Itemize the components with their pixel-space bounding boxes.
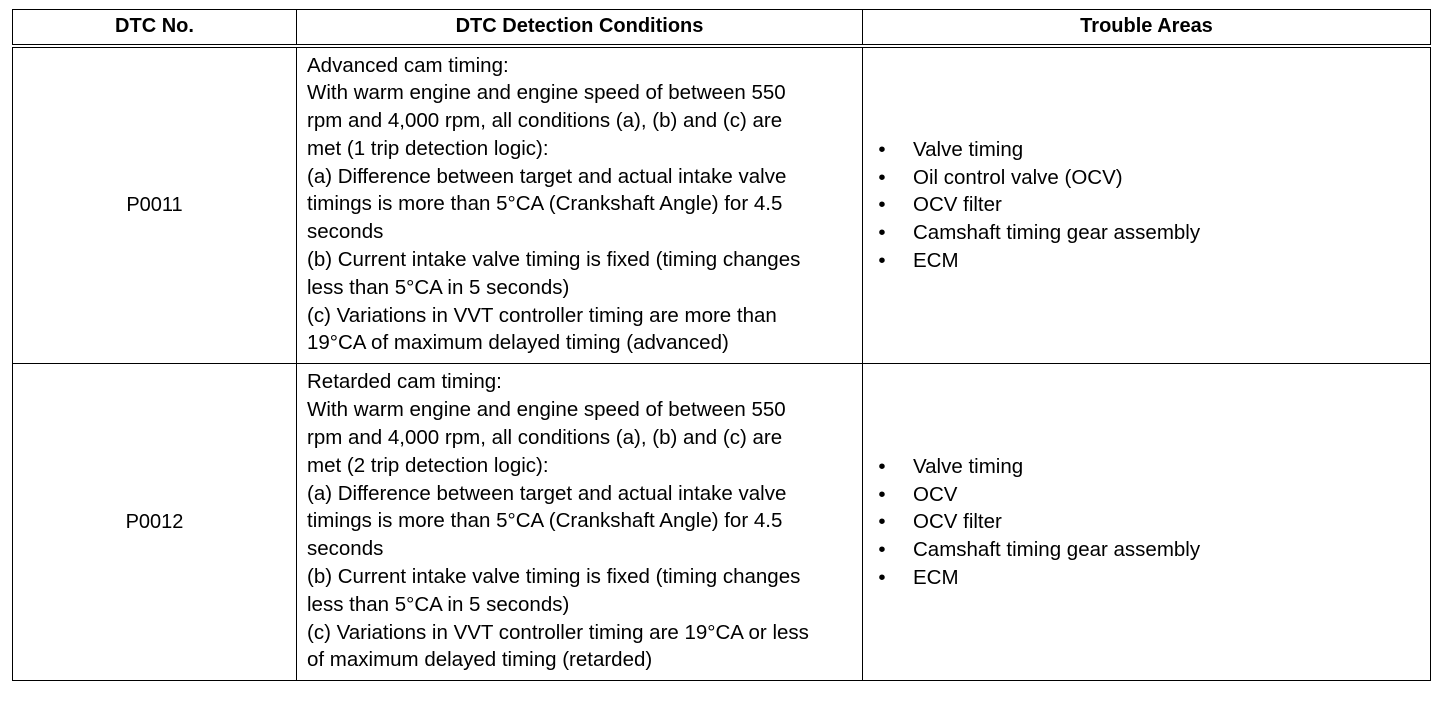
condition-line: (c) Variations in VVT controller timing are 19°CA or less xyxy=(307,620,809,644)
bullet-icon: • xyxy=(878,454,886,478)
condition-line: timings is more than 5°CA (Crankshaft Angle) for 4.5 xyxy=(307,192,783,216)
trouble-areas-list xyxy=(863,136,1430,275)
header-trouble-areas: Trouble Areas xyxy=(863,10,1431,46)
table-header xyxy=(13,10,1431,46)
trouble-area-label: Valve timing xyxy=(913,137,1024,161)
trouble-areas xyxy=(863,364,1431,681)
condition-line: 19°CA of maximum delayed timing (advanced) xyxy=(307,331,729,355)
detection-conditions xyxy=(297,46,863,364)
condition-line: With warm engine and engine speed of between 550 xyxy=(307,81,786,105)
condition-line: met (1 trip detection logic): xyxy=(307,136,549,160)
bullet-icon: • xyxy=(878,482,886,506)
list-item xyxy=(875,536,1430,564)
condition-line: With warm engine and engine speed of between 550 xyxy=(307,398,786,422)
list-item xyxy=(875,219,1430,247)
detection-conditions xyxy=(297,364,863,681)
bullet-icon: • xyxy=(878,137,886,161)
bullet-icon: • xyxy=(878,193,886,217)
condition-line: timings is more than 5°CA (Crankshaft Angle) for 4.5 xyxy=(307,509,783,533)
header-dtc-no: DTC No. xyxy=(13,10,297,46)
trouble-area-label: ECM xyxy=(913,249,959,273)
list-item xyxy=(875,191,1430,219)
trouble-areas-list xyxy=(863,453,1430,592)
condition-line: less than 5°CA in 5 seconds) xyxy=(307,592,570,616)
bullet-icon: • xyxy=(878,565,886,589)
header-conditions: DTC Detection Conditions xyxy=(297,10,863,46)
trouble-area-label: OCV filter xyxy=(913,193,1002,217)
trouble-area-label: OCV filter xyxy=(913,510,1002,534)
trouble-area-label: Camshaft timing gear assembly xyxy=(913,538,1201,562)
trouble-area-label: ECM xyxy=(913,565,959,589)
table-row xyxy=(13,46,1431,364)
trouble-area-label: OCV xyxy=(913,482,958,506)
condition-line: Advanced cam timing: xyxy=(307,53,509,77)
list-item xyxy=(875,136,1430,164)
list-item xyxy=(875,564,1430,592)
condition-line: rpm and 4,000 rpm, all conditions (a), (b) and (c) are xyxy=(307,109,783,133)
condition-line: (b) Current intake valve timing is fixed (timing changes xyxy=(307,564,801,588)
list-item xyxy=(875,508,1430,536)
trouble-area-label: Valve timing xyxy=(913,454,1024,478)
list-item xyxy=(875,247,1430,275)
bullet-icon: • xyxy=(878,510,886,534)
condition-line: less than 5°CA in 5 seconds) xyxy=(307,275,570,299)
condition-line: (b) Current intake valve timing is fixed (timing changes xyxy=(307,248,801,272)
condition-line: seconds xyxy=(307,220,384,244)
condition-line: rpm and 4,000 rpm, all conditions (a), (b) and (c) are xyxy=(307,425,783,449)
dtc-table xyxy=(12,9,1431,681)
dtc-code: P0012 xyxy=(13,364,297,681)
condition-line: seconds xyxy=(307,537,384,561)
dtc-code: P0011 xyxy=(13,46,297,364)
trouble-area-label: Oil control valve (OCV) xyxy=(913,165,1123,189)
bullet-icon: • xyxy=(878,249,886,273)
condition-line: Retarded cam timing: xyxy=(307,370,502,394)
bullet-icon: • xyxy=(878,165,886,189)
condition-line: met (2 trip detection logic): xyxy=(307,453,549,477)
bullet-icon: • xyxy=(878,538,886,562)
table-body xyxy=(13,46,1431,681)
condition-line: (a) Difference between target and actual intake valve xyxy=(307,164,787,188)
list-item xyxy=(875,453,1430,481)
table-row xyxy=(13,364,1431,681)
condition-line: (c) Variations in VVT controller timing are more than xyxy=(307,303,777,327)
condition-line: of maximum delayed timing (retarded) xyxy=(307,648,653,672)
trouble-areas xyxy=(863,46,1431,364)
list-item xyxy=(875,481,1430,509)
list-item xyxy=(875,164,1430,192)
trouble-area-label: Camshaft timing gear assembly xyxy=(913,221,1201,245)
header-row xyxy=(13,10,1431,46)
bullet-icon: • xyxy=(878,221,886,245)
condition-line: (a) Difference between target and actual intake valve xyxy=(307,481,787,505)
